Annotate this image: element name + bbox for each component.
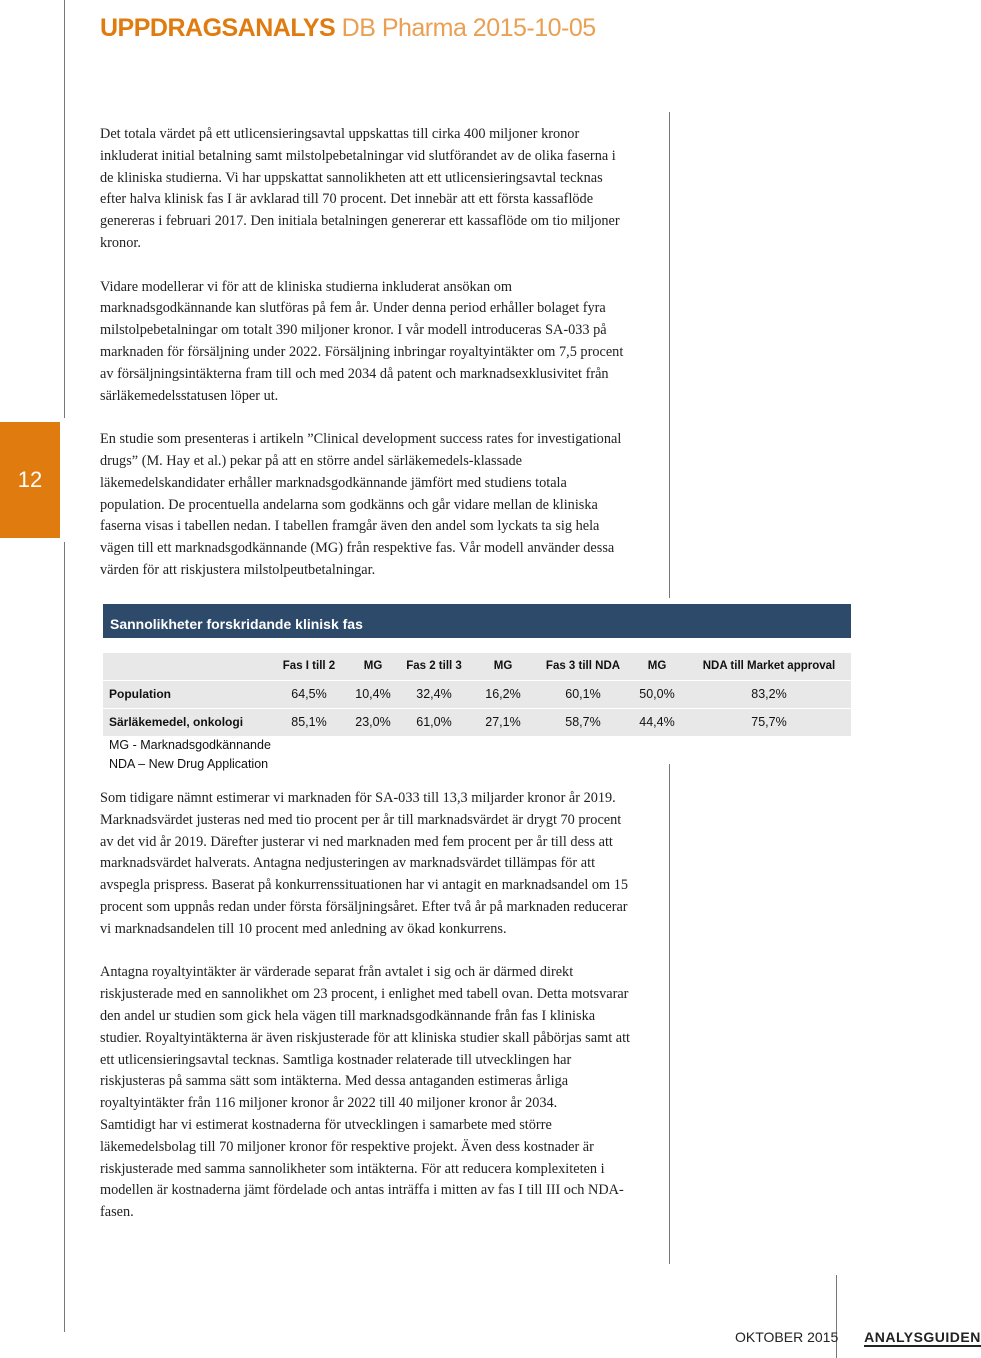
paragraph: Antagna royaltyintäkter är värderade separat från avtalet i sig och är därmed direkt riskjusterade med en sannolikhet om 23 procent, i enlighet med tabell ovan. Detta motsvarar den andel ur studien som gick hela vägen till marknadsgodkännande från fas I kliniska studier. Royaltyintäkterna är även riskjusterade för att kliniska studier skall påbörjas samt att ett utlicensieringsavtal tecknas. Samtliga kostnader relaterade till utvecklingen har riskjusteras på samma sätt som intäkterna. Med dessa antaganden estimeras årliga royaltyintäkter från 116 miljoner kronor år 2022 till 40 miljoner kronor år 2034.: [100, 964, 631, 1112]
table-cell: 61,0%: [416, 715, 452, 729]
table-row: [103, 709, 851, 736]
table-cell: 58,7%: [565, 715, 601, 729]
column-header: Fas I till 2: [282, 660, 336, 672]
page-number: 12: [17, 467, 43, 492]
body-text-top: [100, 124, 632, 582]
paragraph: En studie som presenteras i artikeln ”Clinical development success rates for investigational drugs” (M. Hay et al.) pekar på att en större andel särläkemedels-klassade läkemedelskandidater erhåller marknadsgodkännande jämfört med studiens totala population. De procentuella andelarna som godkänns och går vidare mellan de kliniska faserna visas i tabellen nedan. I tabellen framgår även den andel som lyckats ta sig hela vägen till ett marknadsgodkännande (MG) från respektive fas. Vår modell använder dessa värden för att riskjustera milstolpeutbetalningar.: [100, 431, 622, 578]
table-cell: 10,4%: [355, 687, 391, 701]
column-header: MG: [647, 660, 667, 672]
table-cell: 27,1%: [485, 715, 521, 729]
footer-brand: ANALYSGUIDEN: [864, 1329, 981, 1345]
column-header: Fas 3 till NDA: [545, 660, 621, 672]
page-footer: [735, 1329, 981, 1345]
column-header: MG: [493, 660, 513, 672]
abbreviation-note: NDA – New Drug Application: [109, 757, 269, 771]
row-label: Population: [109, 687, 171, 701]
table-cell: 50,0%: [639, 687, 675, 701]
paragraph: Det totala värdet på ett utlicensieringsavtal uppskattas till cirka 400 miljoner kronor inkluderat initial betalning samt milstolpebetalningar vid slutförandet av de olika faserna i de kliniska studierna. Vi har uppskattat sannolikheten att ett utlicensieringsavtal tecknas efter halva klinisk fas I är avklarad till 70 procent. Det innebär att ett första kassaflöde genereras i februari 2017. Den initiala betalningen genererar ett kassaflöde om tio miljoner kronor.: [100, 126, 620, 251]
table-cell: 85,1%: [291, 715, 327, 729]
left-rule-bottom: [64, 542, 65, 1332]
row-label: Särläkemedel, onkologi: [109, 715, 244, 729]
right-rule-bottom: [669, 764, 670, 1264]
footer-date: OKTOBER 2015: [735, 1329, 839, 1345]
table-cell: 60,1%: [565, 687, 601, 701]
header-title: UPPDRAGSANALYS: [100, 14, 336, 42]
probability-table: [103, 604, 851, 774]
paragraph: Vidare modellerar vi för att de kliniska studierna inkluderat ansökan om marknadsgodkännande kan slutföras på fem år. Under denna period erhåller bolaget fyra milstolpebetalningar om totalt 390 miljoner kronor. I vår modell introduceras SA-033 på marknaden för försäljning under 2022. Försäljning inbringar royaltyintäkter om 7,5 procent av försäljningsintäkterna fram till och med 2034 då patent och marknadsexklusivitet från särläkemedelsstatusen löper ut.: [100, 278, 624, 404]
table-row: [103, 681, 851, 708]
column-header: NDA till Market approval: [702, 660, 836, 672]
table-cell: 83,2%: [751, 687, 787, 701]
paragraph: Som tidigare nämnt estimerar vi marknaden för SA-033 till 13,3 miljarder kronor år 2019. Marknadsvärdet justeras ned med tio procent per år till marknadsvärdet är drygt 70 procent av det vid år 2019. Därefter justerar vi ned marknaden med fem procent per år till dess att marknadsvärdet halverats. Antagna nedjusteringen av marknadsvärdet tillämpas för att avspegla prispress. Baserat på konkurrenssituationen har vi antagit en marknadsandel om 15 procent som uppnås redan under första försäljningsåret. Efter två år på marknaden reducerar vi marknadsandelen till 10 procent med anledning av ökad konkurrens.: [100, 790, 629, 937]
table-cell: 32,4%: [416, 687, 452, 701]
table-title: Sannolikheter forskridande klinisk fas: [103, 604, 851, 638]
paragraph: Samtidigt har vi estimerat kostnaderna för utvecklingen i samarbete med större läkemedelsbolag till 70 miljoner kronor för respektive projekt. Även dess kostnader är riskjusterade med samma sannolikheter som intäkterna. För att reducera komplexiteten i modellen är kostnaderna jämt fördelade och antas inträffa i mitten av fas I till III och NDA-fasen.: [100, 1116, 624, 1221]
column-header: MG: [363, 660, 383, 672]
table-cell: 64,5%: [291, 687, 327, 701]
column-header: Fas 2 till 3: [406, 660, 462, 672]
right-edge-rule: [836, 1275, 837, 1358]
page-header: [100, 14, 596, 43]
table-cell: 23,0%: [355, 715, 391, 729]
body-text-bottom: [100, 788, 632, 1224]
abbreviation-note: MG - Marknadsgodkännande: [109, 738, 271, 752]
table-cell: 75,7%: [751, 715, 787, 729]
table-cell: 16,2%: [485, 687, 521, 701]
right-rule-top: [669, 112, 670, 598]
header-subtitle: DB Pharma 2015-10-05: [341, 14, 596, 42]
table-cell: 44,4%: [639, 715, 675, 729]
table-header-row: [103, 653, 851, 680]
left-rule-top: [64, 0, 65, 418]
page-number-tab: [0, 422, 60, 538]
